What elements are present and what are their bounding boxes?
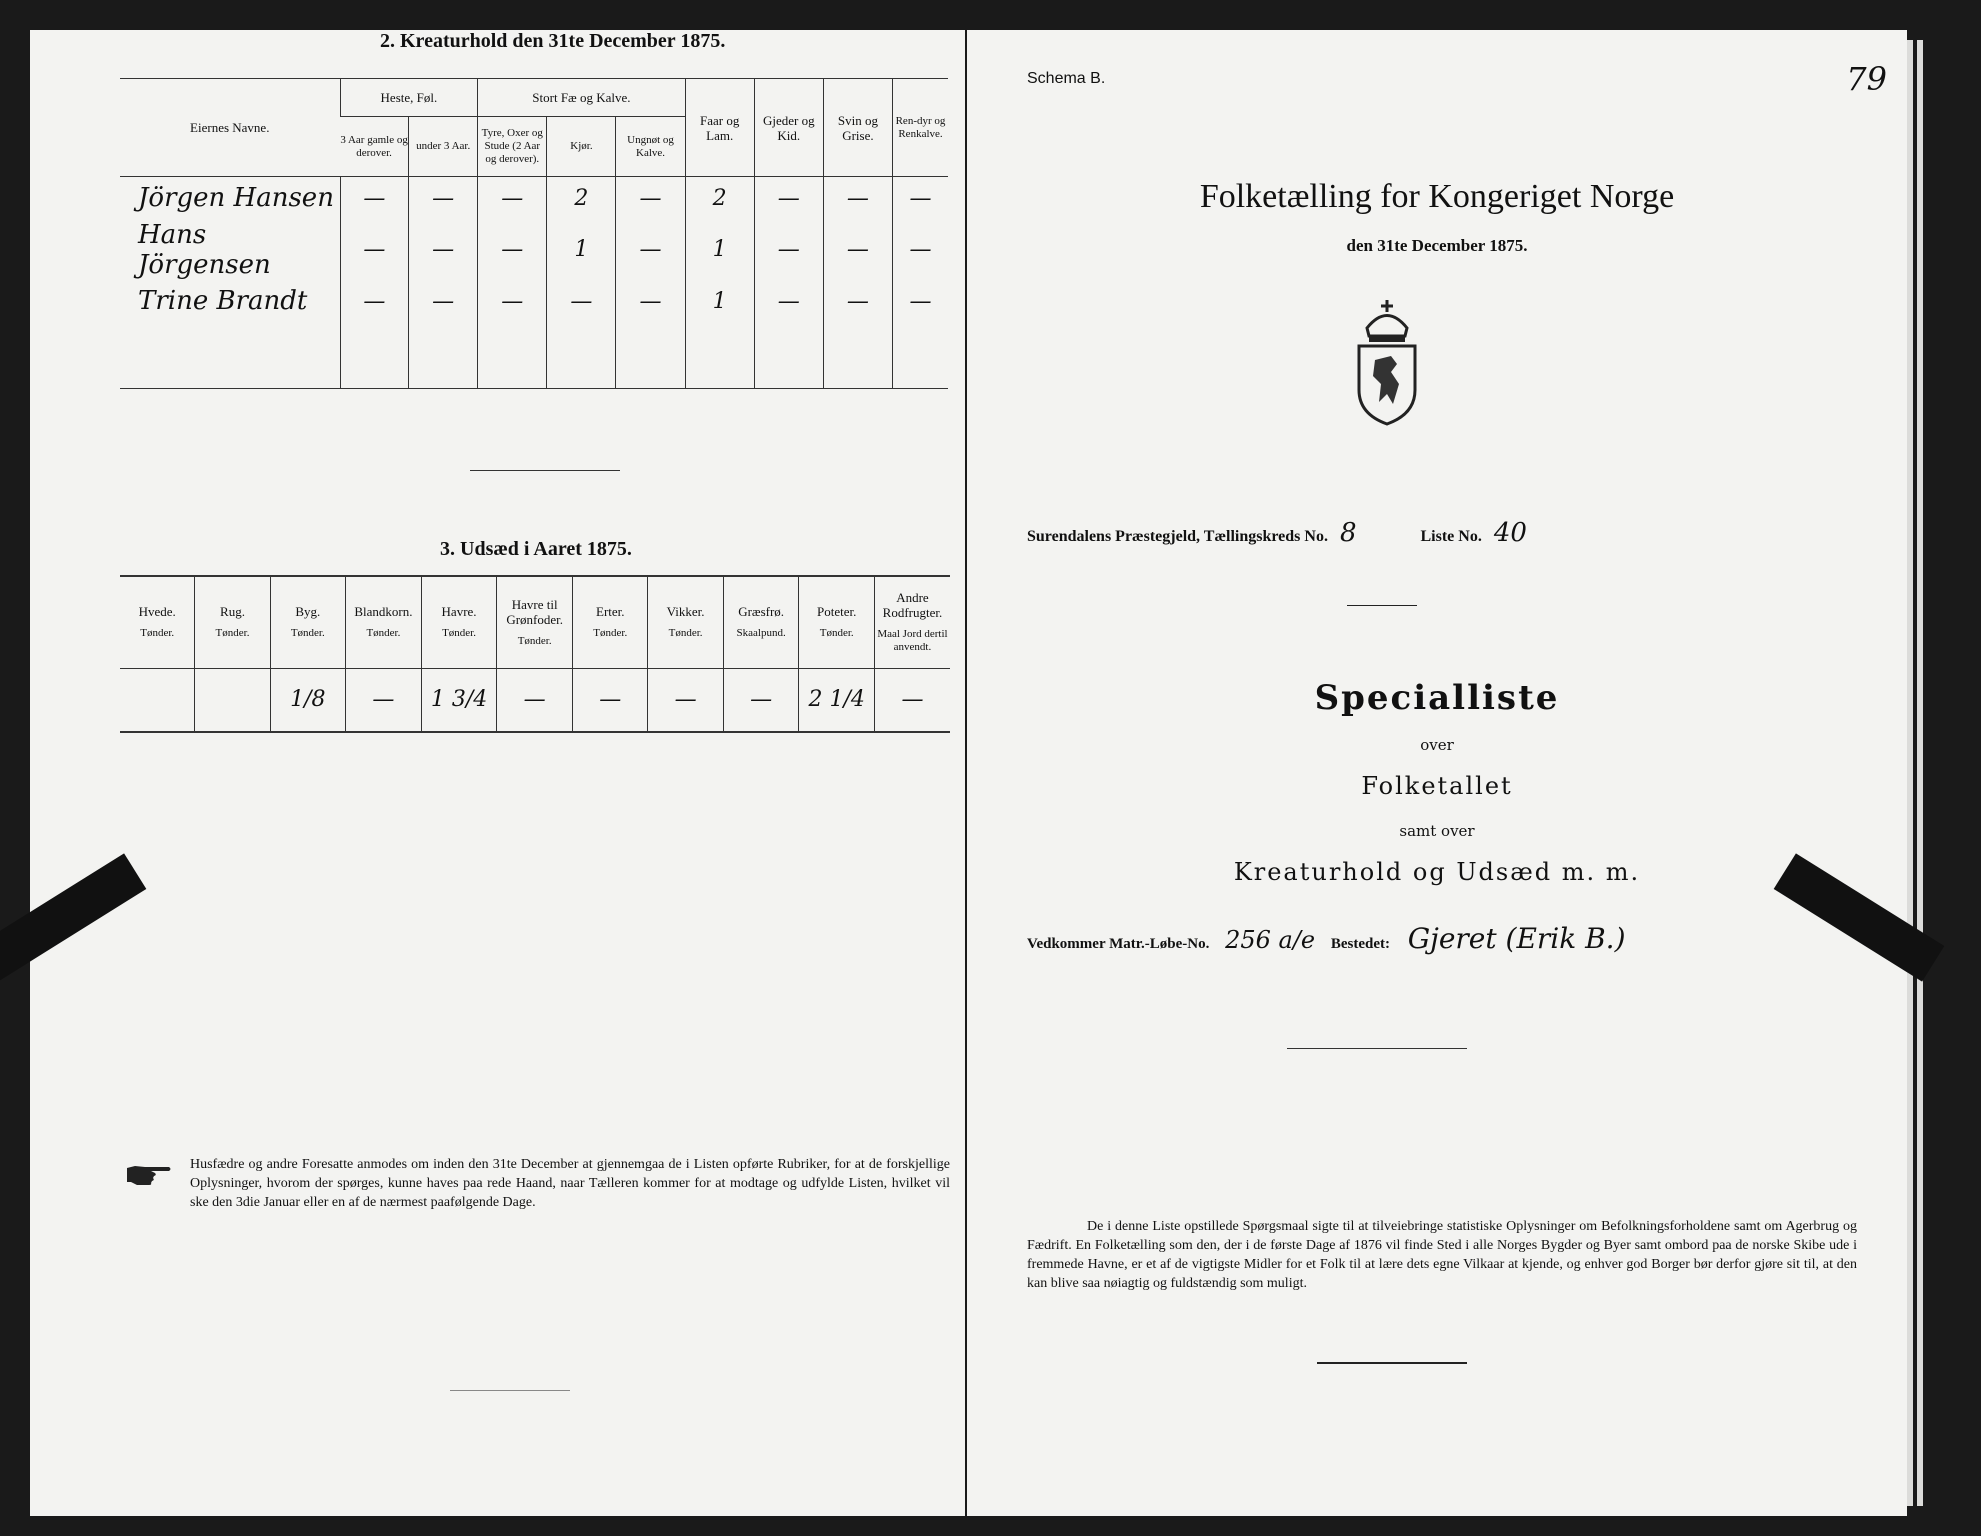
list-label: Liste No.: [1420, 528, 1482, 545]
main-title: Folketælling for Kongeriget Norge: [1199, 178, 1675, 215]
seed-header-name: Hvede.: [138, 604, 176, 620]
title-date: den 31te December 1875.: [1346, 236, 1528, 255]
bottom-line: [450, 1390, 570, 1391]
header-cattle: Stort Fæ og Kalve.: [478, 79, 685, 117]
seed-header-unit: Tønder.: [819, 627, 854, 640]
livestock-count: —: [409, 220, 478, 280]
livestock-count: —: [478, 177, 547, 220]
livestock-count: —: [754, 177, 823, 220]
page-number: 79: [1846, 60, 1887, 98]
empty-cell: [685, 323, 754, 356]
district-label: Tællingskreds No.: [1203, 528, 1328, 545]
empty-cell: [340, 323, 409, 356]
owner-name: Hans Jörgensen: [138, 219, 271, 280]
empty-cell: [823, 356, 892, 389]
seed-value: —: [648, 668, 723, 732]
seed-value: —: [573, 668, 648, 732]
seed-header: [270, 576, 345, 668]
table-row: [120, 280, 948, 323]
seed-header: [421, 576, 496, 668]
empty-cell: [120, 323, 340, 356]
livestock-count: —: [340, 220, 409, 280]
header-horses-old: 3 Aar gamle og derover.: [340, 117, 409, 177]
empty-cell: [892, 323, 948, 356]
table-row: [120, 220, 948, 280]
seed-header-unit: Tønder.: [290, 627, 325, 640]
seed-value: —: [497, 668, 573, 732]
seed-value: —: [345, 668, 421, 732]
seed-header: [345, 576, 421, 668]
empty-cell: [547, 323, 616, 356]
empty-cell: [892, 356, 948, 389]
header-cattle-bulls: Tyre, Oxer og Stude (2 Aar og derover).: [478, 117, 547, 177]
header-pigs: Svin og Grise.: [823, 79, 892, 177]
page-edge-2: [1917, 40, 1923, 1506]
empty-cell: [409, 323, 478, 356]
owner-name: Jörgen Hansen: [138, 183, 334, 214]
livestock-count: —: [754, 220, 823, 280]
header-owner: Eiernes Navne.: [190, 120, 270, 135]
livestock-count: —: [478, 280, 547, 323]
empty-row: [120, 323, 948, 356]
parish-label: Surendalens Præstegjeld,: [1027, 528, 1201, 545]
empty-cell: [478, 323, 547, 356]
livestock-count: —: [340, 280, 409, 323]
livestock-count: —: [616, 280, 685, 323]
seed-header-name: Havre til Grønfoder.: [506, 596, 563, 627]
seed-header-unit: Tønder.: [668, 627, 703, 640]
table-row: [120, 177, 948, 220]
seed-value: 1/8: [270, 668, 345, 732]
livestock-count: 2: [547, 177, 616, 220]
empty-cell: [547, 356, 616, 389]
seed-header: [723, 576, 799, 668]
livestock-count: —: [823, 220, 892, 280]
empty-cell: [120, 356, 340, 389]
header-cattle-young: Ungnøt og Kalve.: [616, 117, 685, 177]
parish-line: [1027, 518, 1527, 548]
seed-header-name: Poteter.: [817, 604, 857, 620]
livestock-count: —: [616, 220, 685, 280]
seed-header: [799, 576, 874, 668]
right-page: [967, 30, 1907, 1516]
seed-header: [120, 576, 195, 668]
instruction-note: Husfædre og andre Foresatte anmodes om inden den 31te December at gjennemgaa de i Listen opførte Rubriker, for at de forskjellige Oplysninger, hvorom der spørges, kunne haves paa rede Haand, naar Tælleren kommer for at modtage og udfylde Listen, hvilket vil ske den 3die Januar eller en af de nærmest paafølgende Dage.: [190, 1157, 950, 1210]
seed-header: [648, 576, 723, 668]
livestock-table: [120, 78, 948, 389]
empty-cell: [478, 356, 547, 389]
owner-name: Trine Brandt: [138, 286, 308, 316]
livestock-count: —: [616, 177, 685, 220]
header-cattle-cows: Kjør.: [547, 117, 616, 177]
over-text: over: [1420, 736, 1454, 754]
seed-value: —: [723, 668, 799, 732]
seed-header-name: Byg.: [295, 604, 321, 620]
livestock-count: 1: [685, 280, 754, 323]
seed-header-name: Vikker.: [666, 604, 705, 620]
seed-header-unit: Skaalpund.: [736, 627, 786, 640]
seed-header-unit: Tønder.: [366, 627, 401, 640]
empty-cell: [754, 356, 823, 389]
seed-header-name: Græsfrø.: [738, 604, 785, 620]
pointing-hand-icon: [125, 1160, 173, 1188]
seed-header-unit: Tønder.: [140, 627, 175, 640]
empty-row: [120, 356, 948, 389]
bosted-label: Bestedet:: [1330, 936, 1391, 952]
empty-cell: [685, 356, 754, 389]
livestock-count: —: [547, 280, 616, 323]
empty-cell: [754, 323, 823, 356]
seed-value: 1 3/4: [421, 668, 496, 732]
livestock-count: —: [892, 177, 948, 220]
empty-cell: [616, 356, 685, 389]
livestock-count: 1: [685, 220, 754, 280]
kreaturhold-text: Kreaturhold og Udsæd m. m.: [1233, 858, 1641, 886]
seed-table: [120, 575, 950, 733]
seed-value: [120, 668, 195, 732]
page-edge-1: [1907, 40, 1913, 1506]
seed-caption: 3. Udsæd i Aaret 1875.: [440, 538, 632, 560]
livestock-count: —: [478, 220, 547, 280]
seed-header-name: Erter.: [596, 604, 625, 620]
matr-label: Vedkommer Matr.-Løbe-No.: [1027, 936, 1210, 952]
header-horses: Heste, Føl.: [340, 79, 478, 117]
livestock-count: —: [340, 177, 409, 220]
livestock-count: —: [754, 280, 823, 323]
empty-cell: [823, 323, 892, 356]
district-no: 8: [1339, 518, 1357, 548]
seed-header-name: Andre Rodfrugter.: [882, 590, 943, 621]
matr-line: [1027, 922, 1626, 955]
separator-line: [470, 470, 620, 471]
seed-header: [874, 576, 950, 668]
seed-header-name: Rug.: [220, 604, 245, 620]
left-page: [30, 30, 965, 1516]
seed-header-name: Havre.: [441, 604, 477, 620]
separator-mid: [1287, 1048, 1467, 1049]
seed-header-unit: Tønder.: [517, 634, 552, 647]
header-reindeer: Ren-dyr og Renkalve.: [892, 79, 948, 177]
intro-paragraph: De i denne Liste opstillede Spørgsmaal sigte til at tilveiebringe statistiske Oplysninger om Befolkningsforholdene samt om Agerbrug og Fædrift. En Folketælling som den, der i de første Dage af 1876 vil finde Sted i alle Norges Bygder og Byer samt ombord paa de norske Skibe ude i fremmede Havne, er et af de vigtigste Midler for et Folk til at lære dets egne Vilkaar at kjende, og enhver god Borger bør derfor gjøre sit til, at den kan blive saa nøiagtig og fuldstændig som muligt.: [1027, 1219, 1857, 1291]
bottom-rule: [1317, 1362, 1467, 1364]
separator-short: [1347, 605, 1417, 606]
seed-header-name: Blandkorn.: [354, 604, 413, 620]
seed-header-unit: Tønder.: [442, 627, 476, 640]
livestock-count: —: [823, 280, 892, 323]
livestock-count: —: [892, 220, 948, 280]
norway-coat-of-arms-icon: [1347, 298, 1427, 428]
livestock-count: —: [409, 280, 478, 323]
list-no: 40: [1493, 518, 1527, 548]
specialliste-title: Specialliste: [1314, 678, 1560, 718]
schema-label: Schema B.: [1027, 70, 1106, 87]
empty-cell: [409, 356, 478, 389]
seed-value: —: [874, 668, 950, 732]
empty-cell: [340, 356, 409, 389]
seed-value: 2 1/4: [799, 668, 874, 732]
livestock-count: 1: [547, 220, 616, 280]
livestock-count: —: [409, 177, 478, 220]
livestock-caption: 2. Kreaturhold den 31te December 1875.: [380, 30, 726, 52]
seed-value: [195, 668, 270, 732]
matr-no: 256 a/e: [1225, 926, 1316, 954]
header-sheep: Faar og Lam.: [685, 79, 754, 177]
folketallet-text: Folketallet: [1361, 772, 1513, 800]
seed-header-unit: Tønder.: [593, 627, 628, 640]
livestock-count: 2: [685, 177, 754, 220]
seed-header-unit: Tønder.: [215, 627, 250, 640]
seed-header: [573, 576, 648, 668]
empty-cell: [616, 323, 685, 356]
header-goats: Gjeder og Kid.: [754, 79, 823, 177]
seed-header-unit: Maal Jord dertil anvendt.: [877, 628, 948, 654]
header-horses-young: under 3 Aar.: [409, 117, 478, 177]
livestock-count: —: [892, 280, 948, 323]
samt-over-text: samt over: [1399, 822, 1475, 840]
seed-header: [497, 576, 573, 668]
livestock-count: —: [823, 177, 892, 220]
seed-header: [195, 576, 270, 668]
bosted-value: Gjeret (Erik B.): [1407, 922, 1626, 955]
